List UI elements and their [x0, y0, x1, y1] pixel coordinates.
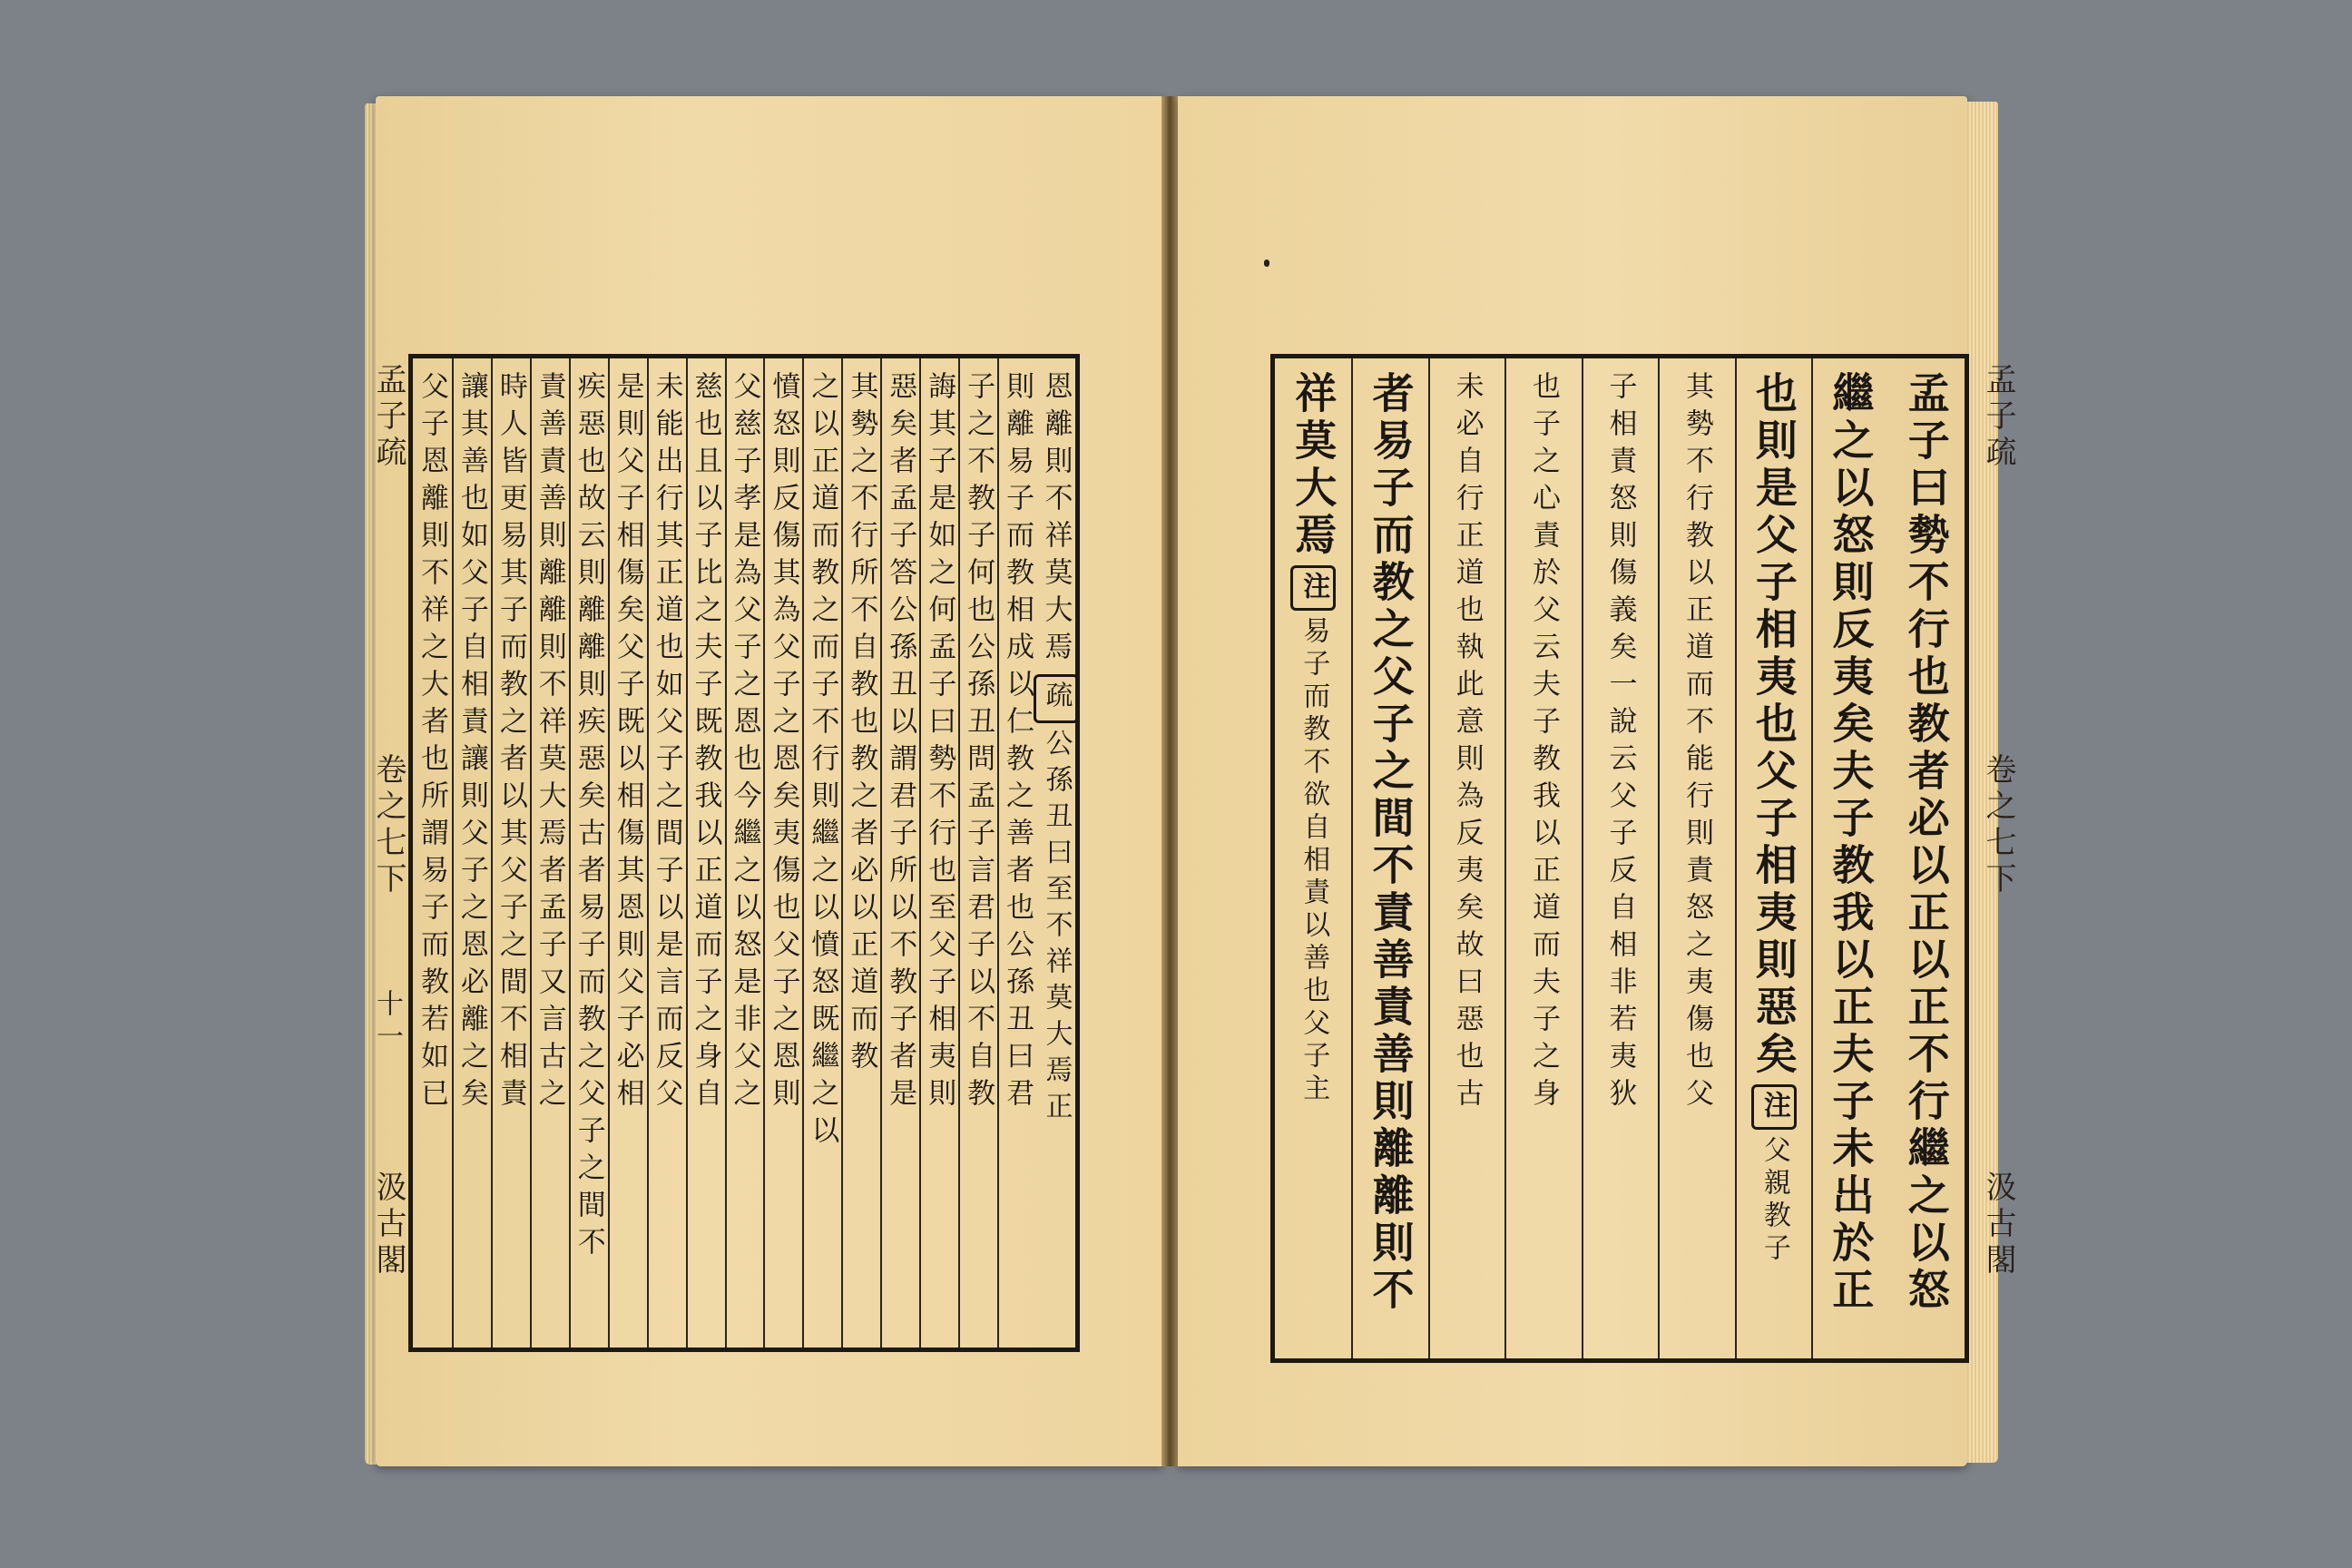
right-column-text — [1896, 371, 1956, 1315]
left-column-text — [919, 371, 960, 1115]
right-column-text — [1677, 371, 1718, 1115]
left-margin-folio: 十一 — [371, 989, 403, 1054]
left-main-text: 是則父子相傷矣父子既以相傷其恩則父子必相 — [611, 371, 644, 1115]
left-column — [686, 358, 725, 1348]
right-column — [1658, 358, 1734, 1358]
left-column — [569, 358, 608, 1348]
right-main-text: 也則是父子相夷也父子相夷則惡矣 — [1749, 371, 1798, 1079]
left-main-text: 其勢之不行所不自教也教之者必以正道而教 — [845, 371, 878, 1078]
left-column-text — [569, 371, 610, 1264]
left-column — [491, 358, 530, 1348]
left-column-text — [608, 371, 649, 1115]
left-column-text — [1034, 371, 1079, 1128]
left-column-text — [530, 371, 571, 1115]
left-column — [1036, 358, 1075, 1348]
left-main-text: 之以正道而教之而子不行則繼之以憤怒既繼之以 — [806, 371, 839, 1152]
right-column — [1504, 358, 1581, 1358]
right-column-text — [1447, 371, 1488, 1115]
right-column — [1275, 358, 1351, 1358]
left-column-text — [724, 371, 765, 1115]
left-main-text: 則離易子而教相成以仁教之善者也公孫丑曰君 — [1001, 371, 1034, 1115]
right-margin-juan: 卷之七下 — [1980, 753, 2016, 898]
left-column — [452, 358, 491, 1348]
left-column — [763, 358, 802, 1348]
left-main-text: 子之不教子何也公孫丑問孟子言君子以不自教 — [962, 371, 995, 1115]
right-main-text: 也子之心責於父云夫子教我以正道而夫子之身 — [1527, 371, 1561, 1115]
left-column — [802, 358, 841, 1348]
left-main-text: 恩離則不祥莫大焉 — [1039, 371, 1073, 669]
right-main-text: 孟子曰勢不行也教者必以正以正不行繼之以怒 — [1901, 371, 1951, 1315]
left-main-text: 時人皆更易其子而教之者以其父子之間不相責 — [494, 371, 527, 1115]
right-main-text: 者易子而教之父子之間不責善責善則離離則不 — [1366, 371, 1416, 1315]
right-margin-title: 孟子疏 — [1980, 363, 2016, 472]
left-column — [958, 358, 997, 1348]
left-main-text: 父慈子孝是為父子之恩也今繼之以怒是非父之 — [728, 371, 761, 1115]
ink-speck — [1264, 260, 1269, 267]
right-column — [1351, 358, 1427, 1358]
left-column — [997, 358, 1036, 1348]
right-main-text: 子相責怒則傷義矣一說云父子反自相非若夷狄 — [1603, 371, 1637, 1115]
left-column — [919, 358, 958, 1348]
left-column-text — [997, 371, 1038, 1115]
right-annotation-mark: 注 — [1290, 565, 1336, 611]
right-column — [1735, 358, 1811, 1358]
right-main-text: 繼之以怒則反夷矣夫子教我以正夫子未出於正 — [1826, 371, 1876, 1315]
right-column-text — [1820, 371, 1880, 1315]
right-main-text: 未必自行正道也執此意則為反夷矣故曰惡也古 — [1450, 371, 1484, 1115]
right-column-text — [1361, 371, 1421, 1315]
left-column — [841, 358, 880, 1348]
left-column-text — [841, 371, 882, 1078]
right-annotation-mark: 注 — [1751, 1084, 1797, 1130]
left-column-text — [452, 371, 493, 1115]
left-main-text: 誨其子是如之何孟子曰勢不行也至父子相夷則 — [923, 371, 956, 1115]
left-column-text — [958, 371, 999, 1115]
right-column — [1811, 358, 1887, 1358]
right-commentary-text: 父親教子 — [1758, 1135, 1790, 1266]
left-column-text — [802, 371, 843, 1152]
right-column-text — [1524, 371, 1564, 1115]
left-main-text: 責善責善則離離則不祥莫大焉者孟子又言古之 — [533, 371, 566, 1115]
left-column — [413, 358, 452, 1348]
book-gutter — [1161, 96, 1180, 1466]
left-margin-title: 孟子疏 — [370, 363, 407, 472]
left-main-text: 父子恩離則不祥之大者也所謂易子而教若如已 — [415, 371, 448, 1115]
left-main-text: 慈也且以子比之夫子既教我以正道而子之身自 — [689, 371, 722, 1115]
right-column-text — [1283, 371, 1343, 1106]
right-main-text: 祥莫大焉 — [1289, 371, 1338, 560]
left-commentary-text: 公孫丑曰至不祥莫大焉正 — [1040, 729, 1073, 1128]
left-column-text — [647, 371, 688, 1115]
right-column — [1888, 358, 1965, 1358]
left-column — [880, 358, 919, 1348]
left-column-text — [763, 371, 804, 1115]
left-column-text — [412, 371, 453, 1115]
left-margin-juan: 卷之七下 — [370, 753, 407, 898]
right-text-block — [1270, 354, 1969, 1363]
right-main-text: 其勢不行教以正道而不能行則責怒之夷傷也父 — [1680, 371, 1713, 1115]
right-margin-publisher: 汲古閣 — [1980, 1171, 2016, 1279]
left-column — [647, 358, 686, 1348]
left-column — [530, 358, 569, 1348]
right-commentary-text: 易子而教不欲自相責以善也父子主 — [1298, 616, 1330, 1106]
left-column-text — [686, 371, 727, 1115]
right-column — [1428, 358, 1504, 1358]
left-main-text: 憤怒則反傷其為父子之恩矣夷傷也父子之恩則 — [767, 371, 800, 1115]
left-annotation-mark: 疏 — [1034, 674, 1079, 723]
left-text-block — [408, 354, 1080, 1352]
left-column — [725, 358, 764, 1348]
right-column-text — [1600, 371, 1641, 1115]
left-column-text — [880, 371, 921, 1115]
left-main-text: 讓其善也如父子自相責讓則父子之恩必離之矣 — [455, 371, 488, 1115]
right-column — [1582, 358, 1658, 1358]
left-main-text: 疾惡也故云則離離則疾惡矣古者易子而教之父子之間不 — [572, 371, 605, 1264]
right-column-text — [1744, 371, 1804, 1266]
left-column-text — [491, 371, 532, 1115]
left-margin-publisher: 汲古閣 — [370, 1171, 407, 1279]
left-main-text: 未能出行其正道也如父子之間子以是言而反父 — [650, 371, 683, 1115]
left-column — [608, 358, 647, 1348]
left-main-text: 惡矣者孟子答公孫丑以謂君子所以不教子者是 — [884, 371, 917, 1115]
